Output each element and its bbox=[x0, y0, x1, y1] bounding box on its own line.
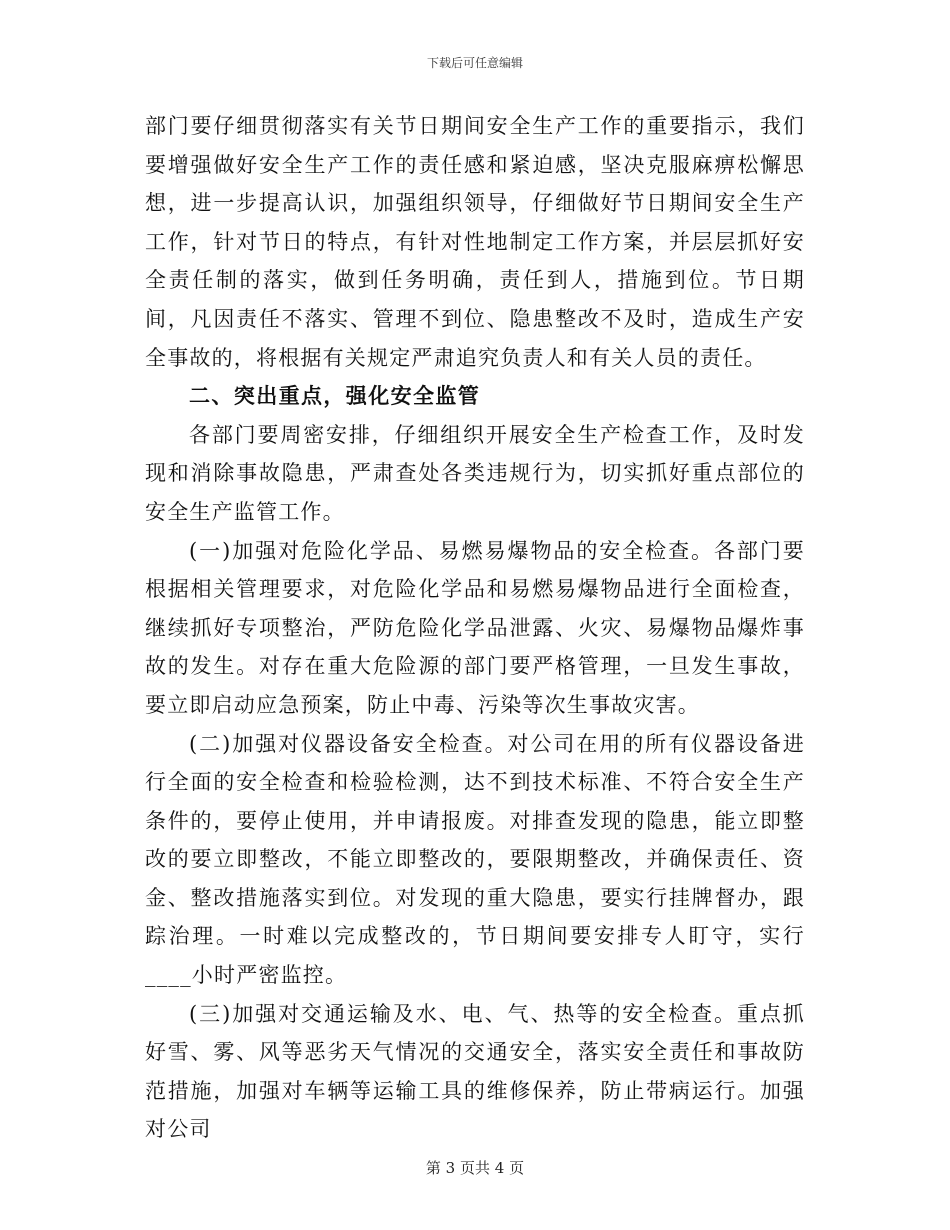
paragraph-item-1: (一)加强对危险化学品、易燃易爆物品的安全检查。各部门要根据相关管理要求，对危险化学品和易燃易爆物品进行全面检查，继续抓好专项整治，严防危险化学品泄露、火灾、易爆物品爆炸事故的发生。对存在重大危险源的部门要严格管理，一旦发生事故，要立即启动应急预案，防止中毒、污染等次生事故灾害。 bbox=[145, 538, 805, 717]
section-heading: 二、突出重点，强化安全监管 bbox=[189, 384, 481, 409]
paragraph-continuation: 部门要仔细贯彻落实有关节日期间安全生产工作的重要指示，我们要增强做好安全生产工作的责任感和紧迫感，坚决克服麻痹松懈思想，进一步提高认识，加强组织领导，仔细做好节日期间安全生产工作，针对节日的特点，有针对性地制定工作方案，并层层抓好安全责任制的落实，做到任务明确，责任到人，措施到位。节日期间，凡因责任不落实、管理不到位、隐患整改不及时，造成生产安全事故的，将根据有关规定严肃追究负责人和有关人员的责任。 bbox=[145, 114, 805, 370]
paragraph-item-3: (三)加强对交通运输及水、电、气、热等的安全检查。重点抓好雪、雾、风等恶劣天气情况的交通安全，落实安全责任和事故防范措施，加强对车辆等运输工具的维修保养，防止带病运行。加强对公司 bbox=[145, 1001, 805, 1142]
paragraph-intro: 各部门要周密安排，仔细组织开展安全生产检查工作，及时发现和消除事故隐患，严肃查处各类违规行为，切实抓好重点部位的安全生产监管工作。 bbox=[145, 422, 805, 524]
document-body bbox=[145, 107, 805, 1149]
page-header: 下载后可任意编辑 bbox=[426, 56, 523, 70]
page-number: 第 3 页共 4 页 bbox=[425, 1159, 525, 1177]
paragraph-item-2: (二)加强对仪器设备安全检查。对公司在用的所有仪器设备进行全面的安全检查和检验检测，达不到技术标准、不符合安全生产条件的，要停止使用，并申请报废。对排查发现的隐患，能立即整改的要立即整改，不能立即整改的，要限期整改，并确保责任、资金、整改措施落实到位。对发现的重大隐患，要实行挂牌督办，跟踪治理。一时难以完成整改的，节日期间要安排专人盯守，实行____小时严密监控。 bbox=[145, 731, 805, 988]
